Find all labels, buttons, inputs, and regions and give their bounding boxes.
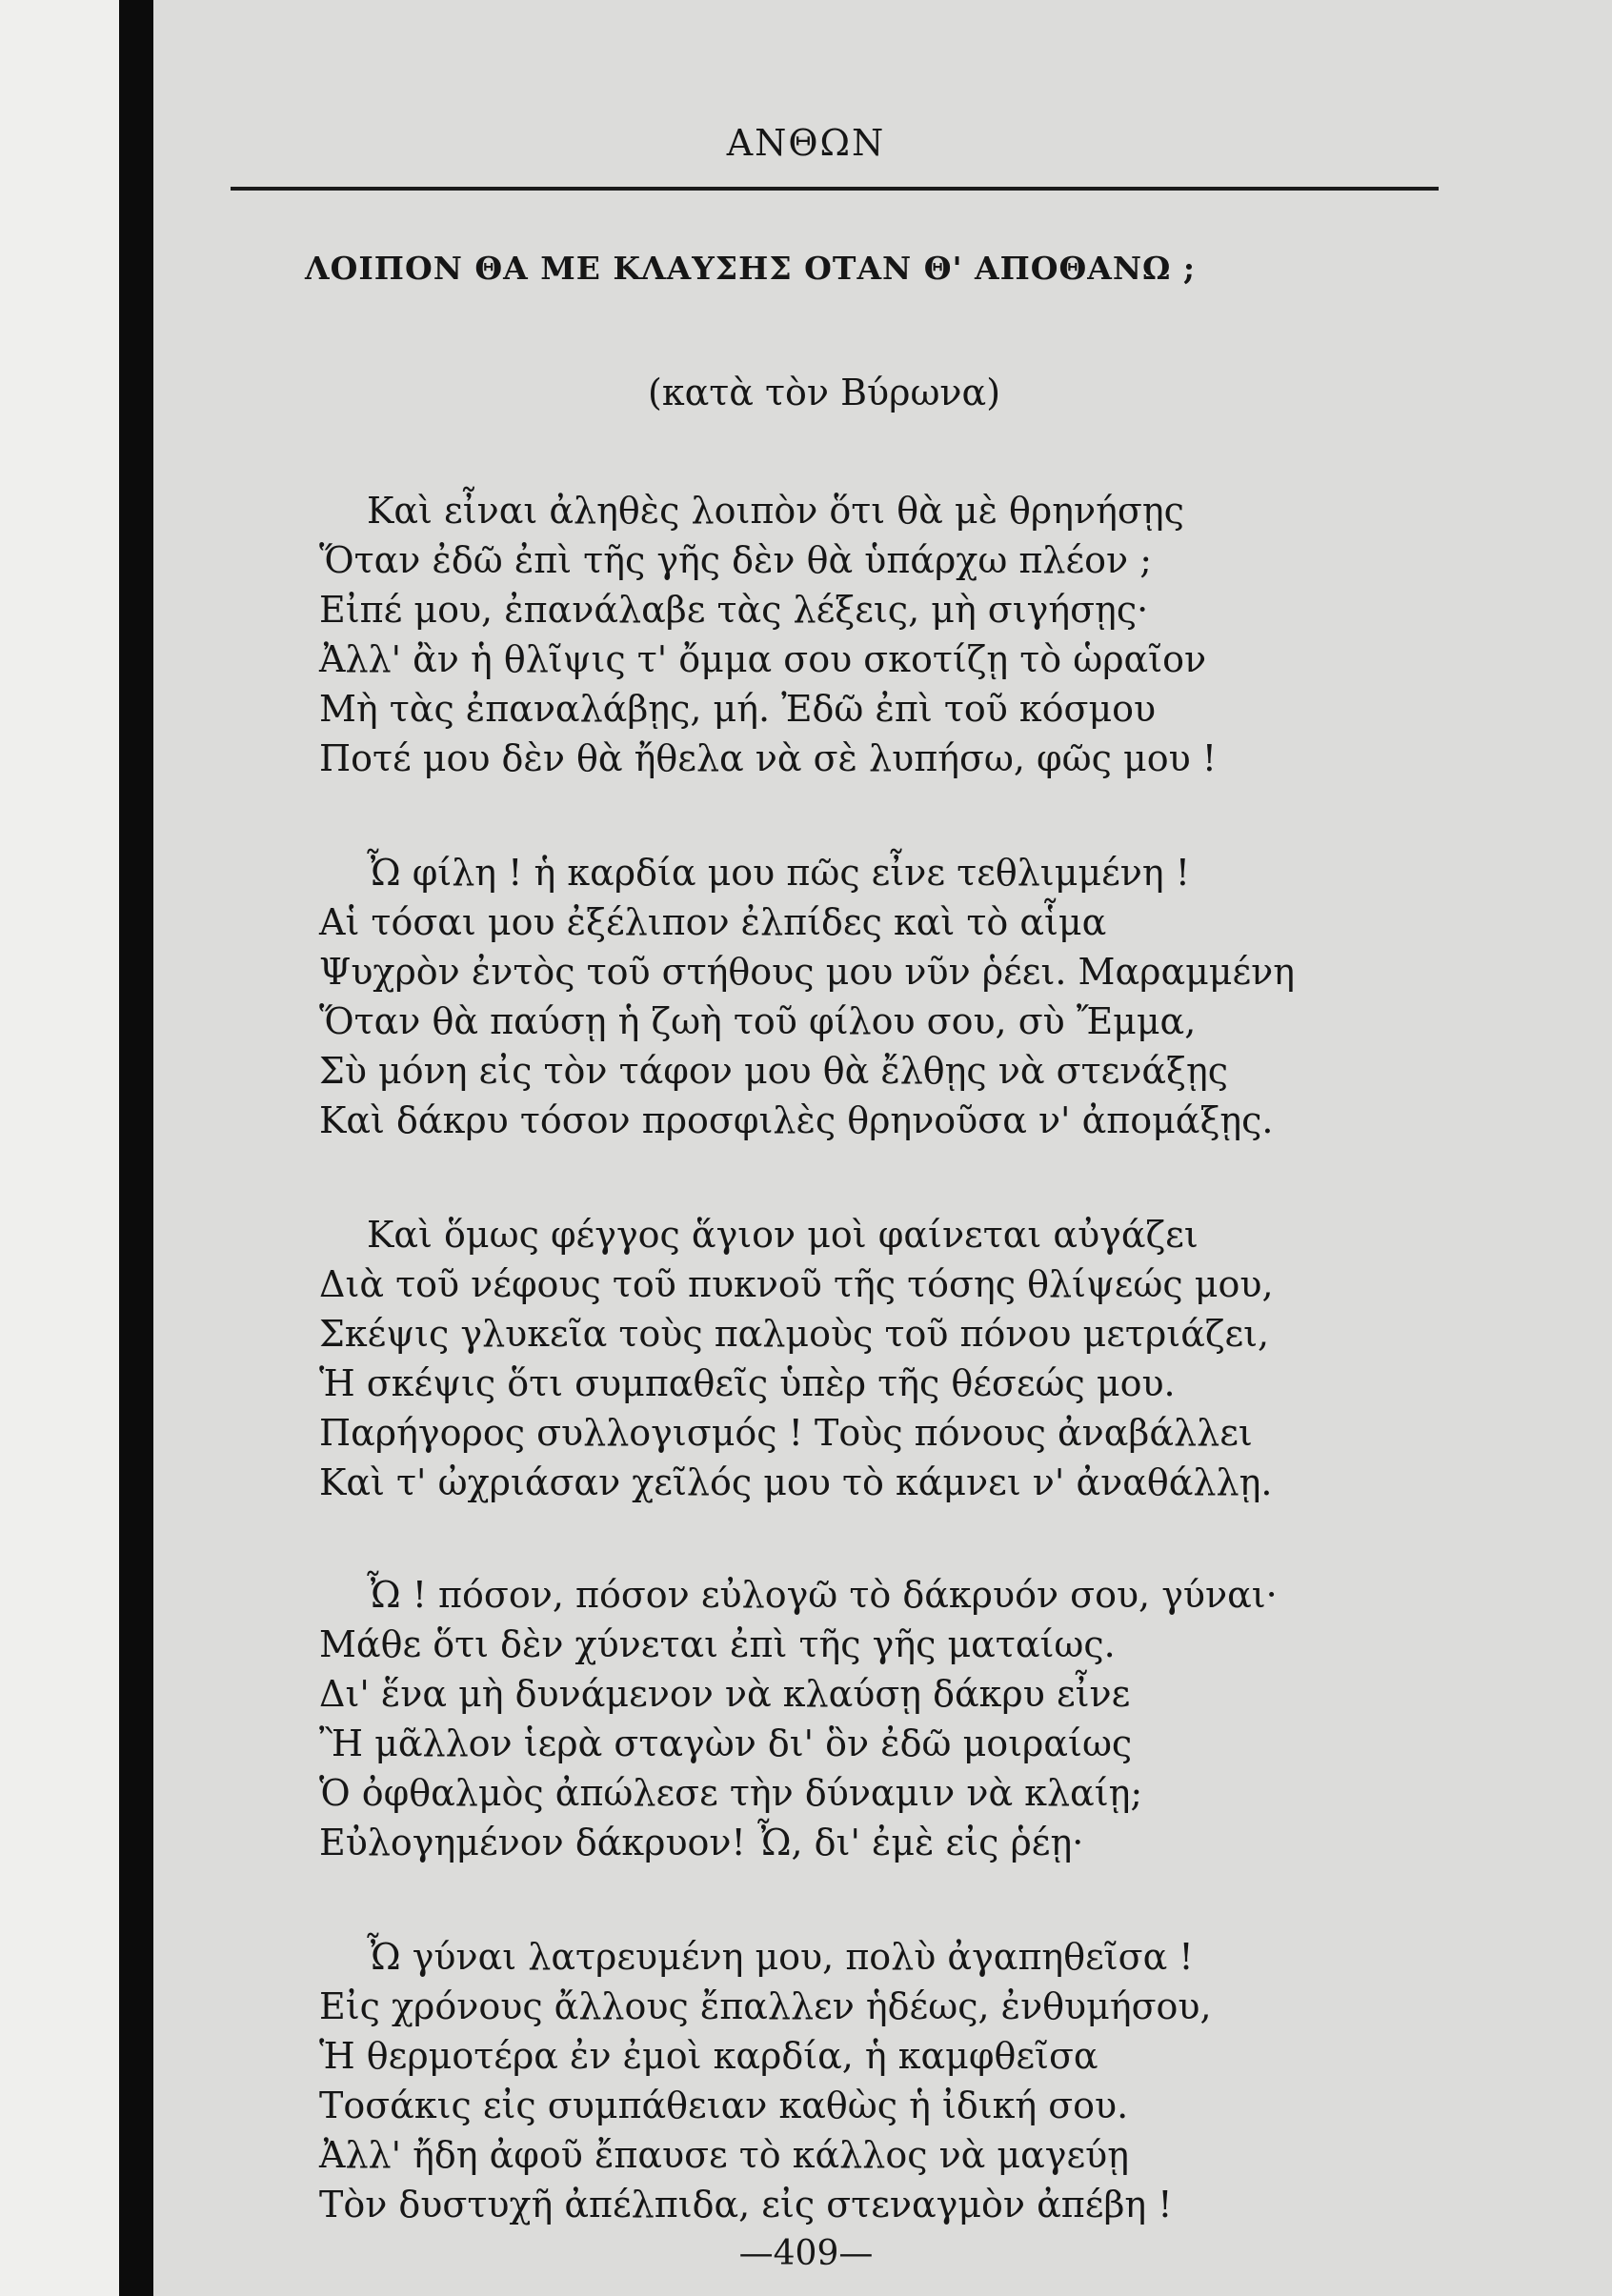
verse-line: Διὰ τοῦ νέφους τοῦ πυκνοῦ τῆς τόσης θλίψεώς μου, <box>319 1263 1274 1305</box>
verse-line: Μὴ τὰς ἐπαναλάβῃς, μή. Ἐδῶ ἐπὶ τοῦ κόσμου <box>319 688 1157 730</box>
verse-line: Δι' ἕνα μὴ δυνάμενον νὰ κλαύσῃ δάκρυ εἶνε <box>319 1673 1131 1715</box>
verse-line: Ὦ φίλη ! ἡ καρδία μου πῶς εἶνε τεθλιμμένη ! <box>367 852 1190 894</box>
book-spine-shadow <box>119 0 153 2296</box>
verse-line: Ὁ ὀφθαλμὸς ἀπώλεσε τὴν δύναμιν νὰ κλαίῃ; <box>319 1772 1143 1814</box>
verse-line: Μάθε ὅτι δὲν χύνεται ἐπὶ τῆς γῆς ματαίως. <box>319 1623 1116 1665</box>
verse-line: Ὅταν θὰ παύσῃ ἡ ζωὴ τοῦ φίλου σου, σὺ Ἔμμα, <box>319 1000 1197 1042</box>
verse-line: Ψυχρὸν ἐντὸς τοῦ στήθους μου νῦν ῥέει. Μαραμμένη <box>319 951 1296 993</box>
verse-line: Τοσάκις εἰς συμπάθειαν καθὼς ἡ ἰδική σου. <box>319 2085 1129 2126</box>
verse-line: Εἰς χρόνους ἄλλους ἔπαλλεν ἡδέως, ἐνθυμήσου, <box>319 1985 1212 2027</box>
stanza-4 <box>319 1570 1278 1867</box>
verse-line: Εὐλογημένον δάκρυον! Ὦ, δι' ἐμὲ εἰς ῥέῃ· <box>319 1822 1084 1863</box>
verse-line: Ὦ ! πόσον, πόσον εὐλογῶ τὸ δάκρυόν σου, γύναι· <box>367 1574 1278 1616</box>
verse-line: Ὅταν ἐδῶ ἐπὶ τῆς γῆς δὲν θὰ ὑπάρχω πλέον ; <box>319 539 1152 581</box>
verse-line: Ἡ σκέψις ὅτι συμπαθεῖς ὑπὲρ τῆς θέσεώς μου. <box>319 1362 1176 1404</box>
verse-line: Καὶ τ' ὠχριάσαν χεῖλός μου τὸ κάμνει ν' ἀναθάλλῃ. <box>319 1461 1273 1503</box>
stanza-5 <box>319 1932 1212 2229</box>
verse-line: Σὺ μόνη εἰς τὸν τάφον μου θὰ ἔλθῃς νὰ στενάξῃς <box>319 1050 1229 1092</box>
verse-line: Καὶ εἶναι ἀληθὲς λοιπὸν ὅτι θὰ μὲ θρηνήσῃς <box>367 490 1184 532</box>
verse-line: Σκέψις γλυκεῖα τοὺς παλμοὺς τοῦ πόνου μετριάζει, <box>319 1313 1270 1355</box>
verse-line: Ἀλλ' ἤδη ἀφοῦ ἔπαυσε τὸ κάλλος νὰ μαγεύῃ <box>319 2134 1130 2176</box>
verse-line: Ἢ μᾶλλον ἱερὰ σταγὼν δι' ὃν ἐδῶ μοιραίως <box>319 1722 1133 1764</box>
scan-margin <box>0 0 119 2296</box>
poem-title: ΛΟΙΠΟΝ ΘΑ ΜΕ ΚΛΑΥΣΗΣ ΟΤΑΝ Θ' ΑΠΟΘΑΝΩ ; <box>305 250 1197 287</box>
verse-line: Ποτέ μου δὲν θὰ ἤθελα νὰ σὲ λυπήσω, φῶς μου ! <box>319 737 1218 779</box>
verse-line: Εἰπέ μου, ἐπανάλαβε τὰς λέξεις, μὴ σιγήσῃς· <box>319 589 1149 631</box>
running-header: ΑΝΘΩΝ <box>726 122 886 164</box>
page-number: —409— <box>738 2234 874 2273</box>
poem-subtitle: (κατὰ τὸν Βύρωνα) <box>648 372 1001 413</box>
stanza-1 <box>319 486 1217 783</box>
verse-line: Αἱ τόσαι μου ἐξέλιπον ἐλπίδες καὶ τὸ αἷμα <box>319 901 1107 943</box>
header-rule <box>231 187 1439 191</box>
stanza-2 <box>319 848 1295 1145</box>
verse-line: Ὦ γύναι λατρευμένη μου, πολὺ ἀγαπηθεῖσα ! <box>367 1936 1194 1978</box>
verse-line: Καὶ ὅμως φέγγος ἅγιον μοὶ φαίνεται αὐγάζει <box>367 1214 1199 1256</box>
verse-line: Ἡ θερμοτέρα ἐν ἐμοὶ καρδία, ἡ καμφθεῖσα <box>319 2035 1098 2077</box>
verse-line: Καὶ δάκρυ τόσον προσφιλὲς θρηνοῦσα ν' ἀπομάξῃς. <box>319 1099 1274 1141</box>
verse-line: Τὸν δυστυχῆ ἀπέλπιδα, εἰς στεναγμὸν ἀπέβη ! <box>319 2184 1173 2226</box>
verse-line: Παρήγορος συλλογισμός ! Τοὺς πόνους ἀναβάλλει <box>319 1412 1253 1454</box>
stanza-3 <box>319 1210 1274 1507</box>
verse-line: Ἀλλ' ἂν ἡ θλῖψις τ' ὄμμα σου σκοτίζῃ τὸ ὡραῖον <box>319 638 1207 680</box>
